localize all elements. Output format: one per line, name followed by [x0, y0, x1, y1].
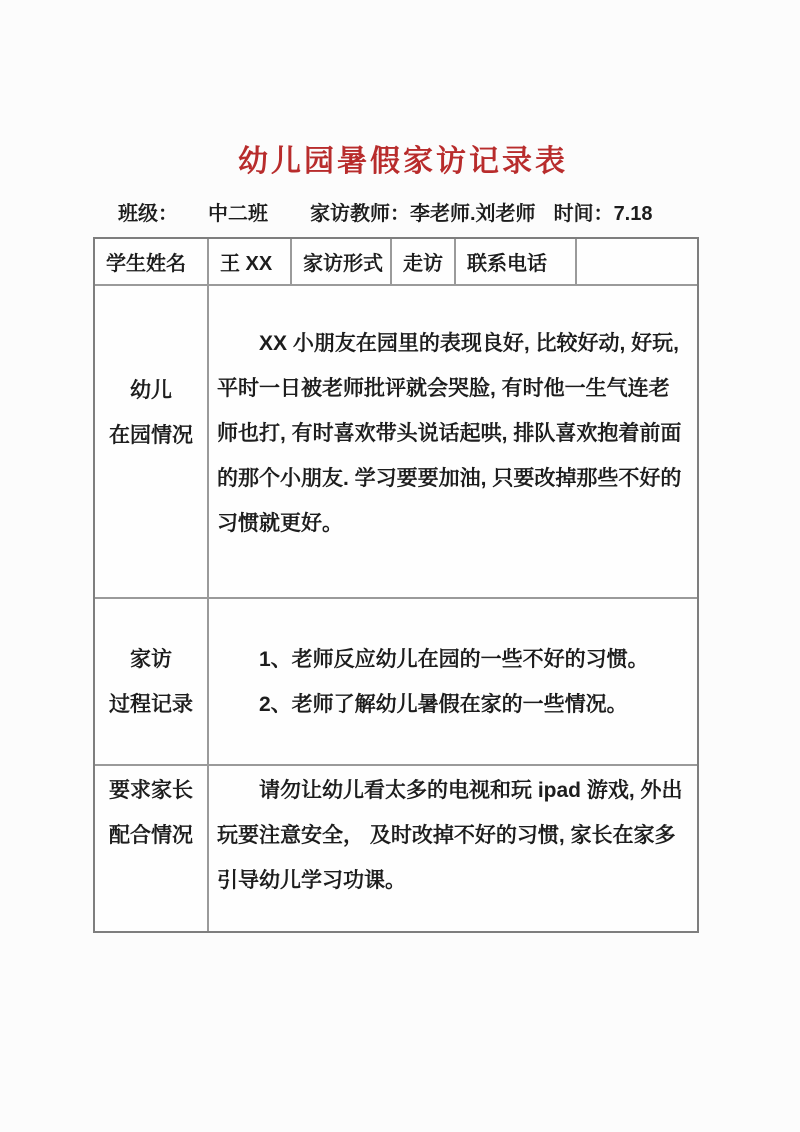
section-label: [95, 286, 207, 597]
phone-label-cell: 联系电话: [454, 239, 575, 284]
class-value: 中二班: [208, 203, 268, 225]
phone-value-cell: [575, 239, 697, 284]
section-label-line: 要求家长: [109, 779, 193, 802]
section-row-kindergarten-performance: [95, 284, 697, 597]
section-label: [95, 599, 207, 764]
visit-form-value-cell: 走访: [390, 239, 454, 284]
time-label: 时间：: [553, 203, 614, 225]
student-name-value-cell: 王 XX: [207, 239, 290, 284]
header-row: [95, 239, 697, 284]
document-page: [93, 136, 699, 933]
visit-form-label-cell: 家访形式: [290, 239, 390, 284]
teacher-label: 家访教师：: [310, 203, 410, 225]
student-name-label-cell: 学生姓名: [106, 253, 186, 275]
section-label-line: 家访: [130, 647, 172, 671]
process-item: 2、老师了解幼儿暑假在家的一些情况。: [259, 692, 628, 716]
record-table: [93, 237, 699, 933]
page-title: 幼儿园暑假家访记录表: [238, 145, 568, 178]
section-content: [207, 286, 697, 597]
performance-paragraph: XX 小朋友在园里的表现良好, 比较好动, 好玩, 平时一日被老师批评就会哭脸, 有时他一生气连老师也打, 有时喜欢带头说话起哄, 排队喜欢抱着前面的那个小朋友. 学习要要加油, 只要改掉那些不好的习惯就更好。: [217, 332, 682, 535]
class-label: 班级：: [118, 203, 178, 225]
section-label-line: 幼儿: [130, 378, 172, 402]
meta-line: [93, 197, 699, 226]
teacher-value: 李老师.刘老师: [410, 203, 536, 225]
section-label-line: 在园情况: [109, 423, 193, 447]
process-item: 1、老师反应幼儿在园的一些不好的习惯。: [259, 647, 649, 671]
time-value: 7.18: [613, 203, 653, 225]
section-row-parent-cooperation: [95, 764, 697, 931]
section-label-line: 配合情况: [109, 824, 193, 847]
section-content: [207, 599, 697, 764]
cooperation-paragraph: 请勿让幼儿看太多的电视和玩 ipad 游戏, 外出玩要注意安全， 及时改掉不好的习惯, 家长在家多引导幼儿学习功课。: [217, 779, 683, 892]
section-content: [207, 766, 697, 931]
section-row-visit-process: [95, 597, 697, 764]
section-label-line: 过程记录: [109, 692, 193, 716]
section-label: [95, 766, 207, 931]
